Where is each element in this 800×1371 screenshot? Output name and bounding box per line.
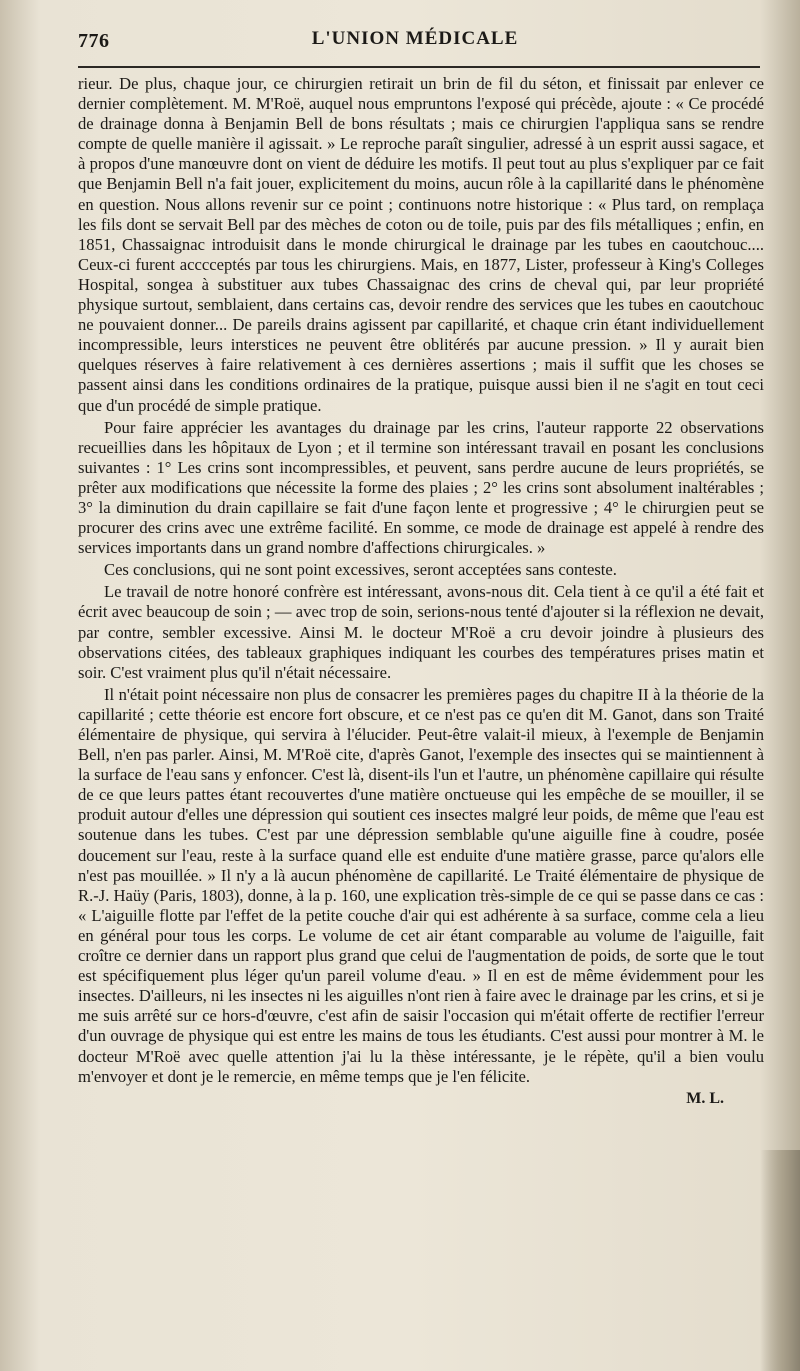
page-number: 776 <box>78 30 110 52</box>
signature: M. L. <box>686 1089 724 1107</box>
page-header <box>70 22 760 62</box>
paragraph-3: Ces conclusions, qui ne sont point excessives, seront acceptées sans conteste. <box>104 560 617 580</box>
body-text <box>78 74 764 1109</box>
paragraph-2: Pour faire apprécier les avantages du drainage par les crins, l'auteur rapporte 22 observations recueillies dans les hôpitaux de Lyon ; et il termine son intéressant travail en posant les conclusions suivantes : 1° Les crins sont incompressibles, et peuvent, sans perdre aucune de leurs propriétés, se prêter aux modifications que nécessite la forme des plaies ; 2° les crins sont absolument inaltérables ; 3° la diminution du drain capillaire se fait d'une façon lente et progressive ; 4° le chirurgien peut se procurer des crins avec une extrême facilité. En somme, ce mode de drainage est appelé à rendre des services importants dans un grand nombre d'affections chirurgicales. » <box>78 417 764 558</box>
paragraph-4: Le travail de notre honoré confrère est intéressant, avons-nous dit. Cela tient à ce qu'il a été fait et écrit avec beaucoup de soin ; — avec trop de soin, serions-nous tenté d'ajouter si la réflexion ne devait, par contre, sembler excessive. Ainsi M. le docteur M'Roë a cru devoir joindre à plusieurs des observations citées, des tableaux graphiques indiquant les courbes des températures prises matin et soir. C'est vraiment plus qu'il n'était nécessaire. <box>78 582 764 682</box>
paragraph-5: Il n'était point nécessaire non plus de consacrer les premières pages du chapitre II à la théorie de la capillarité ; cette théorie est encore fort obscure, et ce n'est pas ce qu'en dit M. Ganot, dans son Traité élémentaire de physique, qui servira à l'élucider. Peut-être valait-il mieux, à l'exemple de Benjamin Bell, n'en pas parler. Ainsi, M. M'Roë cite, d'après Ganot, l'exemple des insectes qui se maintiennent à la surface de l'eau sans y enfoncer. C'est là, disent-ils l'un et l'autre, un phénomène capillaire qui résulte de ce que leurs pattes étant recouvertes d'une matière onctueuse qui les empêche de se mouiller, il se produit autour d'elles une dépression qui soutient ces insectes malgré leur poids, de même que l'eau est soutenue dans les tubes. C'est par une dépression semblable qu'une aiguille fine à coudre, posée doucement sur l'eau, reste à la surface quand elle est enduite d'une matière grasse, parce qu'alors elle n'est pas mouillée. » Il n'y a là aucun phénomène de capillarité. Le Traité élémentaire de physique de R.-J. Haüy (Paris, 1803), donne, à la p. 160, une explication très-simple de ce qui se passe dans ce cas : « L'aiguille flotte par l'effet de la petite couche d'air qui est adhérente à sa surface, comme cela a lieu en général pour tous les corps. Le volume de cet air étant comparable au volume de l'aiguille, fait croître ce dernier dans un rapport plus grand que celui de l'augmentation de poids, de sorte que le tout est spécifiquement plus léger qu'un pareil volume d'eau. » Il en est de même évidemment pour les insectes. D'ailleurs, ni les insectes ni les aiguilles n'ont rien à faire avec le drainage par les crins, et si je me suis arrêté sur ce hors-d'œuvre, c'est afin de saisir l'occasion qui m'était offerte de rectifier l'erreur d'un ouvrage de physique qui est entre les mains de tous les étudiants. C'est aussi pour montrer à M. le docteur M'Roë avec quelle attention j'ai lu la thèse intéressante, je le répète, qu'il a bien voulu m'envoyer et dont je le remercie, en même temps que je l'en félicite. <box>78 684 764 1086</box>
running-title: L'UNION MÉDICALE <box>311 28 519 49</box>
header-rule <box>78 66 760 68</box>
paragraph-1: rieur. De plus, chaque jour, ce chirurgien retirait un brin de fil du séton, et finissait par enlever ce dernier complètement. M. M'Roë, auquel nous empruntons l'exposé qui précède, ajoute : « Ce procédé de drainage donna à Benjamin Bell de bons résultats ; mais ce chirurgien l'appliqua sans se rendre compte de quelle manière il agissait. » Le reproche paraît singulier, adressé à un esprit aussi sagace, et à propos d'une manœuvre dont on vient de déduire les motifs. Il peut tout au plus s'expliquer par ce fait que Benjamin Bell n'a fait jouer, explicitement du moins, aucun rôle à la capillarité dans le phénomène en question. Nous allons revenir sur ce point ; continuons notre historique : « Plus tard, on remplaça les fils dont se servait Bell par des mèches de coton ou de toile, puis par des fils métalliques ; enfin, en 1851, Chassaignac introduisit dans le monde chirurgical le drainage par les tubes en caoutchouc.... Ceux-ci furent acccceptés par tous les chirurgiens. Mais, en 1877, Lister, professeur à King's Colleges Hospital, songea à substituer aux tubes Chassaignac des crins de cheval qui, par leur propriété physique surtout, semblaient, dans certains cas, devoir rendre des services que les tubes en caoutchouc ne pouvaient donner... De pareils drains agissent par capillarité, et chaque crin étant individuellement incompressible, leurs interstices ne peuvent être oblitérés par aucune pression. » Il y aurait bien quelques réserves à faire relativement à ces dernières assertions ; mais il suffit que les choses se passent ainsi dans les conditions ordinaires de la pratique, puisque aussi bien il ne s'agit en tout ceci que d'un procédé de simple pratique. <box>78 74 764 415</box>
torn-page-edge <box>760 1150 800 1371</box>
